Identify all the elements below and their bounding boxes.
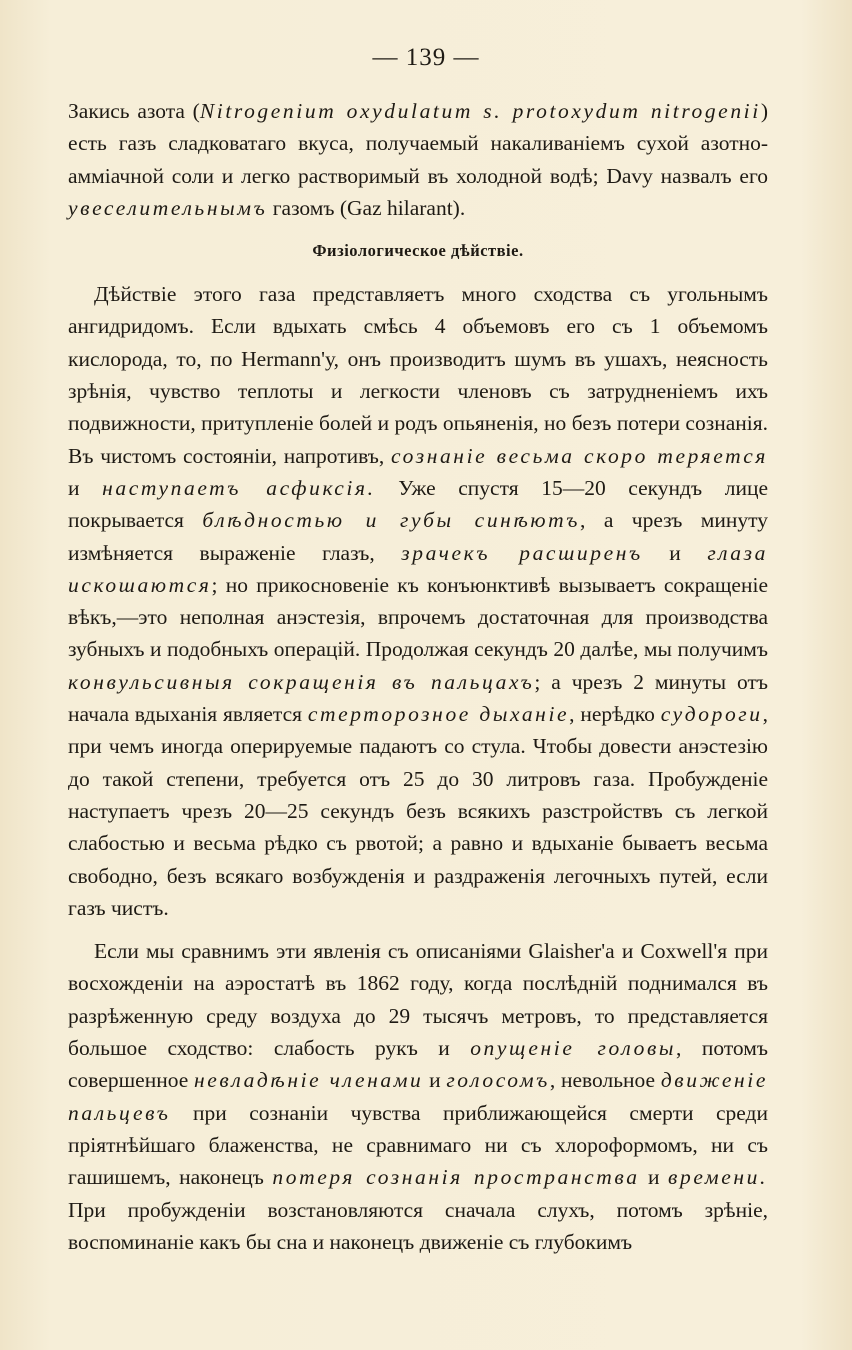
spaced-emphasis-text: сознаніе весьма скоро теряется — [391, 443, 768, 468]
paragraph-comparison — [68, 935, 768, 1258]
spaced-emphasis-text: опущеніе головы — [470, 1036, 677, 1061]
spaced-emphasis-text: судороги — [660, 702, 763, 727]
paragraph-text: Если мы сравнимъ эти явленія съ описаніями Glaisher'а и Coxwell'я при восхожденіи на аэростатѣ въ 1862 году, когда послѣдній поднимался въ разрѣженную среду воздуха до 29 тысячъ метровъ, то представляется большое сходство: слабость рукъ и — [68, 939, 768, 1061]
spaced-emphasis-text: блѣдностью и губы синѣютъ — [202, 508, 581, 533]
paragraph-text: при сознаніи чувства приближающейся смерти среди пріятнѣйшаго блаженства, не сравнимаго ни съ хлороформомъ, ни съ гашишемъ, наконецъ — [68, 1100, 768, 1190]
paragraph-text: и — [423, 1068, 447, 1093]
paragraph-text: и — [68, 475, 103, 500]
paragraph-gap — [68, 924, 768, 935]
spaced-emphasis-text: голосомъ — [446, 1068, 550, 1093]
spaced-emphasis-text: времени. — [668, 1165, 768, 1190]
paragraph-text: , при чемъ иногда оперируемые падаютъ со стула. Чтобы довести анэстезію до такой степени, требуется отъ 25 до 30 литровъ газа. Пробужденіе наступаетъ чрезъ 20—25 секундъ безъ всякихъ разстройствъ съ легкой слабостью и весьма рѣдко съ рвотой; а равно и вдыханіе бываетъ весьма свободно, безъ всякаго возбужденія и раздраженія легочныхъ путей, если газъ чистъ. — [68, 702, 769, 920]
spaced-emphasis-text: стерторозное дыханіе — [307, 702, 570, 727]
paragraph-text: Закись азота ( — [68, 99, 200, 123]
spaced-emphasis-text: невладѣніе членами — [193, 1068, 424, 1093]
paragraph-text: , невольное — [549, 1068, 661, 1093]
spaced-emphasis-text: Nitrogenium oxydulatum s. protoxydum nitrogenii — [199, 99, 761, 123]
spaced-emphasis-text: глаза искошаются — [68, 540, 768, 597]
paragraph-intro — [68, 95, 768, 224]
paragraph-text: , потомъ совершенное — [68, 1036, 768, 1093]
spaced-emphasis-text: потеря сознанія пространства — [272, 1165, 640, 1190]
paragraph-text: Дѣйствіе этого газа представляетъ много сходства съ угольнымъ ангидридомъ. Если вдыхать смѣсь 4 объемовъ его съ 1 объемомъ кислорода, то, по Hermann'у, онъ производитъ шумъ въ ушахъ, неясность зрѣнія, чувство теплоты и легкости членовъ съ затрудненіемъ ихъ подвижности, притупленіе болей и родъ опьяненія, но безъ потери сознанія. Въ чистомъ состояніи, напротивъ, — [68, 282, 768, 468]
spaced-emphasis-text: конвульсивныя сокращенія въ пальцахъ — [68, 669, 535, 694]
paragraph-text: и — [639, 1165, 669, 1190]
spaced-emphasis-text: увеселительнымъ — [68, 195, 268, 220]
paragraph-text: Уже спустя 15—20 секундъ лице покрывается — [68, 475, 768, 533]
section-heading: Физіологическое дѣйствіе. — [312, 241, 524, 261]
spaced-emphasis-text: движеніе пальцевъ — [68, 1068, 769, 1125]
spaced-emphasis-text: зрачекъ расширенъ — [401, 540, 643, 565]
paragraph-text: и — [642, 540, 708, 565]
paragraph-text: газомъ (Gaz hilarant). — [267, 195, 466, 220]
paragraph-text: ) есть газъ сладковатаго вкуса, получаемый накаливаніемъ сухой азотно-амміачной соли и легко растворимый въ холодной водѣ; Davy назвалъ его — [68, 99, 768, 188]
body-text — [68, 95, 768, 1258]
paragraph-text: ; а чрезъ 2 минуты отъ начала вдыханія является — [68, 669, 768, 727]
paragraph-text: ; но прикосновеніе къ конъюнктивѣ вызываетъ сокращеніе вѣкъ,—это неполная анэстезія, впрочемъ достаточная для производства зубныхъ и подобныхъ операцій. Продолжая секундъ 20 далѣе, мы получимъ — [68, 572, 768, 662]
spaced-emphasis-text: наступаетъ асфиксія. — [102, 475, 376, 500]
paragraph-text: , нерѣдко — [569, 702, 661, 727]
paragraph-text: При пробужденіи возстановляются сначала слухъ, потомъ зрѣніе, воспоминаніе какъ бы сна и наконецъ движеніе съ глубокимъ — [68, 1197, 768, 1254]
paragraph-text: , а чрезъ минуту измѣняется выраженіе глазъ, — [68, 508, 768, 565]
paragraph-effects — [68, 278, 768, 924]
page-number: — 139 — — [372, 44, 480, 71]
